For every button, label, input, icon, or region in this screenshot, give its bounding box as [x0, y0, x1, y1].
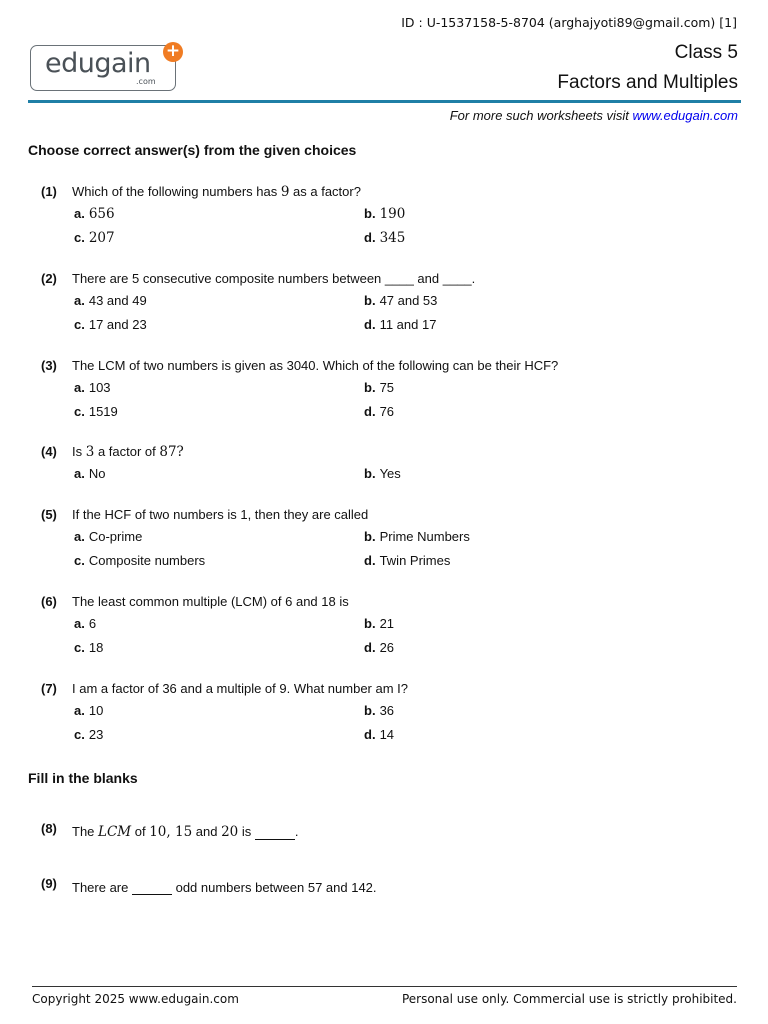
section-title-fill: Fill in the blanks	[28, 770, 138, 786]
option-b[interactable]: b. Yes	[364, 466, 401, 481]
question-text: Is 3 a factor of 87?	[72, 444, 184, 460]
answer-blank[interactable]	[255, 819, 295, 840]
option-a[interactable]: a. 656	[74, 206, 115, 222]
question-number: (9)	[41, 876, 57, 891]
option-a[interactable]: a. 10	[74, 703, 104, 718]
option-b[interactable]: b. 36	[364, 703, 395, 718]
option-c[interactable]: c. 18	[74, 640, 104, 655]
option-d[interactable]: d. 76	[364, 404, 395, 419]
class-title: Class 5	[674, 42, 738, 63]
option-b[interactable]: b. 190	[364, 206, 406, 222]
worksheet-id: ID : U-1537158-5-8704 (arghajyoti89@gmail.com) [1]	[401, 15, 737, 30]
visit-link[interactable]: www.edugain.com	[632, 108, 738, 123]
question-number: (7)	[41, 681, 57, 696]
option-b[interactable]: b. 75	[364, 380, 395, 395]
question-number: (1)	[41, 184, 57, 199]
question-text: The LCM of 10, 15 and 20 is .	[72, 819, 299, 840]
topic-title: Factors and Multiples	[557, 72, 738, 93]
question-number: (5)	[41, 507, 57, 522]
question-number: (2)	[41, 271, 57, 286]
question-number: (6)	[41, 594, 57, 609]
question-text: The LCM of two numbers is given as 3040. Which of the following can be their HCF?	[72, 358, 559, 373]
question-text: The least common multiple (LCM) of 6 and 18 is	[72, 594, 349, 609]
option-d[interactable]: d. 11 and 17	[364, 317, 437, 332]
footer-notice: Personal use only. Commercial use is strictly prohibited.	[401, 992, 737, 1006]
answer-blank[interactable]	[132, 874, 172, 895]
option-a[interactable]: a. Co-prime	[74, 529, 143, 544]
logo-wordmark: edugain	[45, 48, 151, 79]
question-text: Which of the following numbers has 9 as a factor?	[72, 184, 361, 200]
section-title-choices: Choose correct answer(s) from the given choices	[28, 142, 357, 158]
option-a[interactable]: a. 6	[74, 616, 97, 631]
visit-line	[450, 108, 738, 123]
option-b[interactable]: b. 21	[364, 616, 395, 631]
question-number: (8)	[41, 821, 57, 836]
option-c[interactable]: c. 1519	[74, 404, 118, 419]
header-divider	[28, 100, 741, 103]
edugain-logo	[30, 45, 176, 91]
option-a[interactable]: a. 103	[74, 380, 111, 395]
option-c[interactable]: c. Composite numbers	[74, 553, 206, 568]
option-b[interactable]: b. 47 and 53	[364, 293, 438, 308]
question-number: (4)	[41, 444, 57, 459]
option-d[interactable]: d. 14	[364, 727, 395, 742]
option-d[interactable]: d. 345	[364, 230, 406, 246]
visit-prefix: For more such worksheets visit	[449, 108, 633, 123]
option-d[interactable]: d. Twin Primes	[364, 553, 451, 568]
question-text: There are 5 consecutive composite numbers between ____ and ____.	[72, 271, 476, 286]
footer-divider	[32, 986, 737, 987]
option-c[interactable]: c. 17 and 23	[74, 317, 147, 332]
option-d[interactable]: d. 26	[364, 640, 395, 655]
option-c[interactable]: c. 207	[74, 230, 115, 246]
logo-domain: .com	[136, 77, 156, 86]
footer-copyright: Copyright 2025 www.edugain.com	[32, 992, 239, 1006]
logo-plus-icon: +	[163, 42, 183, 62]
option-b[interactable]: b. Prime Numbers	[364, 529, 470, 544]
question-text: I am a factor of 36 and a multiple of 9. What number am I?	[72, 681, 409, 696]
option-c[interactable]: c. 23	[74, 727, 104, 742]
question-text: If the HCF of two numbers is 1, then they are called	[72, 507, 369, 522]
option-a[interactable]: a. No	[74, 466, 106, 481]
question-number: (3)	[41, 358, 57, 373]
question-text: There are odd numbers between 57 and 142.	[72, 874, 377, 895]
option-a[interactable]: a. 43 and 49	[74, 293, 147, 308]
